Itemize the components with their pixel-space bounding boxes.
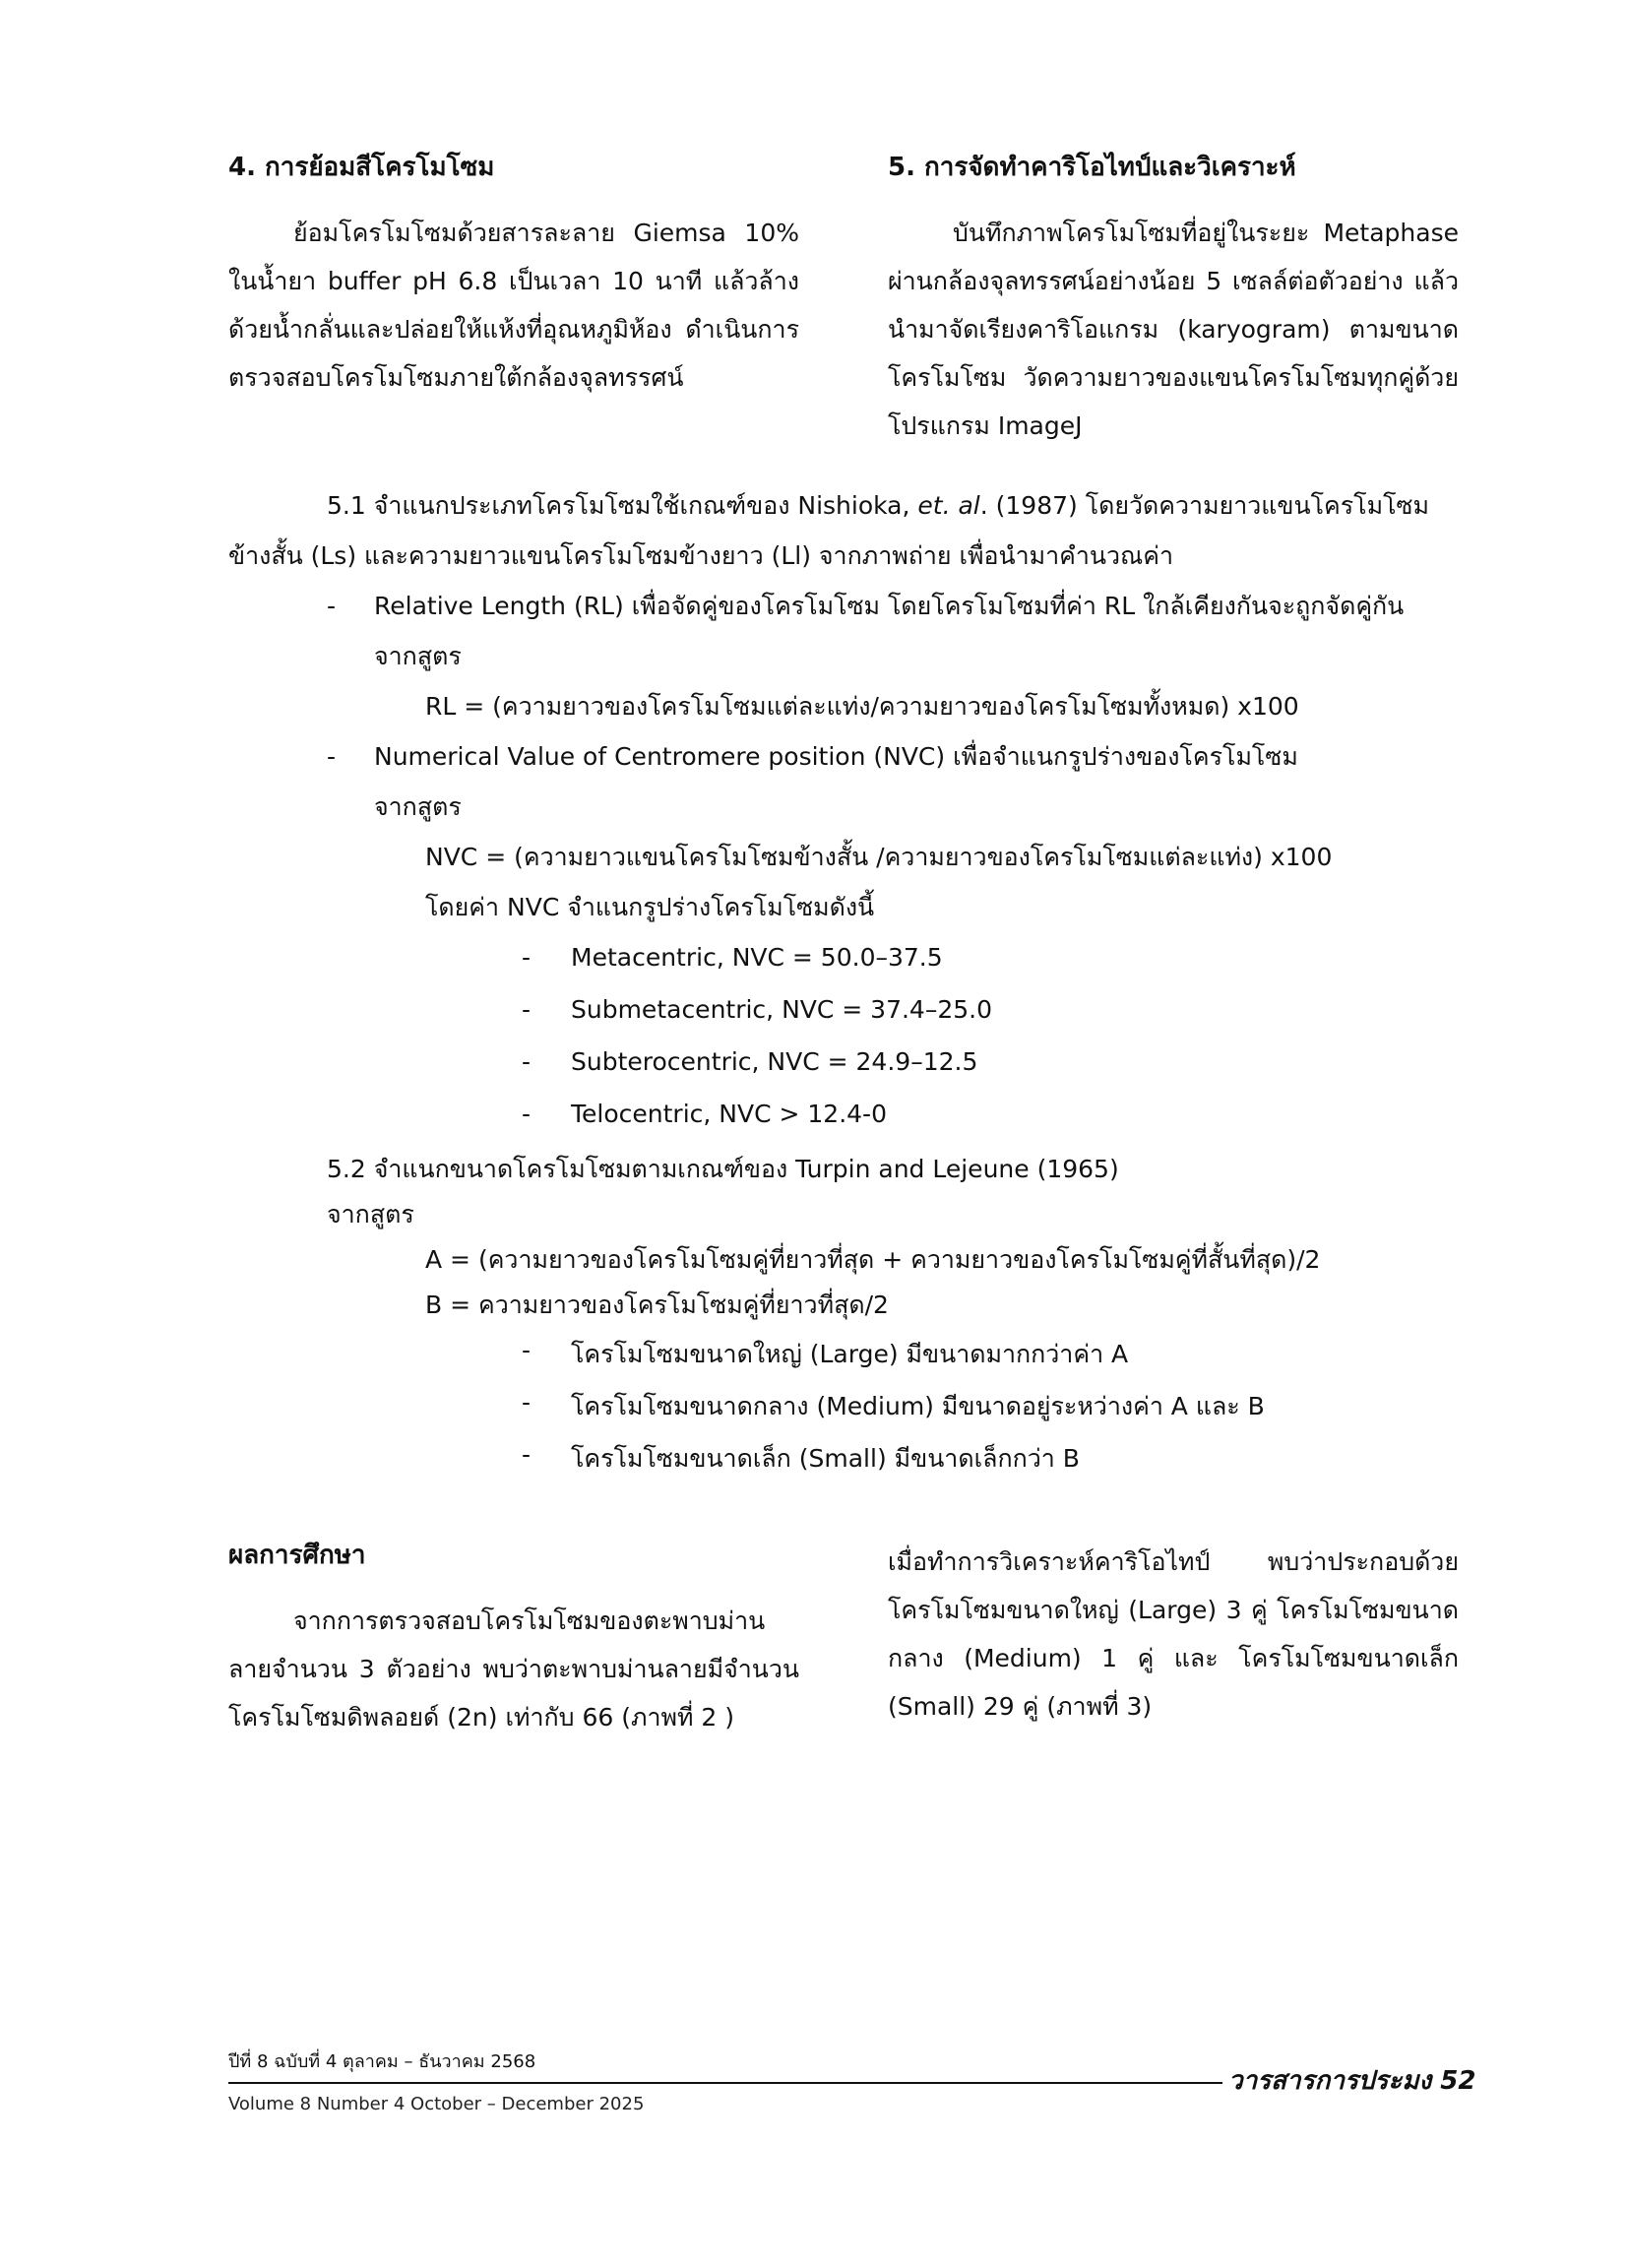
bullet-dash: - xyxy=(522,1336,532,1364)
results-right-text: เมื่อทำการวิเคราะห์คาริโอไทป์ พบว่าประกอบด้วยโครโมโซมขนาดใหญ่ (Large) 3 คู่ โครโมโซมขนาดกลาง (Medium) 1 คู่ และ โครโมโซมขนาดเล็ก (Small) 29 คู่ (ภาพที่ 3) xyxy=(888,1547,1459,1721)
subsection-5-2 xyxy=(327,1147,1469,1484)
nvc-item xyxy=(228,731,1469,832)
bullet-dash: - xyxy=(522,1100,532,1128)
bullet-dash: - xyxy=(522,1388,532,1417)
bullet-dash: - xyxy=(522,1440,532,1469)
type-item-text: Submetacentric, NVC = 37.4–25.0 xyxy=(571,995,993,1024)
nvc-item-text: Numerical Value of Centromere position (NVC) เพื่อจำแนกรูปร่างของโครโมโซม xyxy=(374,742,1298,771)
type-item xyxy=(228,1089,1469,1141)
type-item xyxy=(228,932,1469,984)
type-item-text: Metacentric, NVC = 50.0–37.5 xyxy=(571,943,943,972)
subsection-5-2-intro: 5.2 จำแนกขนาดโครโมโซมตามเกณฑ์ของ Turpin and Lejeune (1965) xyxy=(327,1155,1119,1183)
bullet-dash: - xyxy=(522,1047,532,1076)
section-5-heading: 5. การจัดทำคาริโอไทป์และวิเคราะห์ xyxy=(888,153,1296,182)
subsection-5-2-from: จากสูตร xyxy=(327,1200,414,1228)
size-item-text: โครโมโซมขนาดใหญ่ (Large) มีขนาดมากกว่าค่า A xyxy=(571,1340,1129,1368)
rl-formula: RL = (ความยาวของโครโมโซมแต่ละแท่ง/ความยาวของโครโมโซมทั้งหมด) x100 xyxy=(425,692,1299,721)
formula-b: B = ความยาวของโครโมโซมคู่ที่ยาวที่สุด/2 xyxy=(425,1291,889,1319)
subsection-5-1 xyxy=(228,480,1469,1141)
footer-issue-thai: ปีที่ 8 ฉบับที่ 4 ตุลาคม – ธันวาคม 2568 xyxy=(228,2051,536,2072)
nvc-from-label: จากสูตร xyxy=(374,792,462,821)
nvc-note: โดยค่า NVC จำแนกรูปร่างโครโมโซมดังนี้ xyxy=(425,893,875,921)
section-5-text: บันทึกภาพโครโมโซมที่อยู่ในระยะ Metaphase ผ่านกล้องจุลทรรศน์อย่างน้อย 5 เซลล์ต่อตัวอย่าง แล้วนำมาจัดเรียงคาริโอแกรม (karyogram) ตามขนาดโครโมโซม วัดความยาวของแขนโครโมโซมทุกคู่ด้วยโปรแกรม ImageJ xyxy=(888,219,1459,440)
size-item xyxy=(327,1328,1469,1380)
size-item xyxy=(327,1432,1469,1484)
intro-text-italic: et. al xyxy=(917,491,980,520)
bullet-dash: - xyxy=(522,943,532,972)
type-item-text: Subterocentric, NVC = 24.9–12.5 xyxy=(571,1047,978,1076)
nvc-formula: NVC = (ความยาวแขนโครโมโซมข้างสั้น /ความยาวของโครโมโซมแต่ละแท่ง) x100 xyxy=(425,843,1333,871)
rl-item xyxy=(228,581,1469,681)
results-heading: ผลการศึกษา xyxy=(228,1541,366,1570)
results-right xyxy=(888,1538,1459,1731)
type-item xyxy=(228,1037,1469,1089)
rl-item-text: Relative Length (RL) เพื่อจัดคู่ของโครโมโซม โดยโครโมโซมที่ค่า RL ใกล้เคียงกันจะถูกจัดคู่กัน xyxy=(374,592,1405,620)
footer-rule xyxy=(228,2082,1222,2084)
results-left-text: จากการตรวจสอบโครโมโซมของตะพาบม่านลายจำนวน 3 ตัวอย่าง พบว่าตะพาบม่านลายมีจำนวนโครโมโซมดิพลอยด์ (2n) เท่ากับ 66 (ภาพที่ 2 ) xyxy=(228,1606,799,1732)
bullet-dash: - xyxy=(327,742,337,771)
results-left xyxy=(228,1536,799,1741)
subsection-5-1-intro xyxy=(228,480,1469,581)
formula-a: A = (ความยาวของโครโมโซมคู่ที่ยาวที่สุด + ความยาวของโครโมโซมคู่ที่สั้นที่สุด)/2 xyxy=(425,1245,1321,1274)
section-4-heading: 4. การย้อมสีโครโมโซม xyxy=(228,153,495,182)
footer-journal-name: วารสารการประมง 52 xyxy=(1228,2066,1476,2096)
size-item xyxy=(327,1380,1469,1432)
intro-text-post: . (1987) โดยวัดความยาวแขนโครโมโซมข้างสั้น (Ls) และความยาวแขนโครโมโซมข้างยาว (Ll) จากภาพถ่าย เพื่อนำมาคำนวณค่า xyxy=(228,491,1429,570)
type-item-text: Telocentric, NVC > 12.4-0 xyxy=(571,1100,887,1128)
type-item xyxy=(228,984,1469,1037)
size-item-text: โครโมโซมขนาดเล็ก (Small) มีขนาดเล็กกว่า B xyxy=(571,1444,1080,1473)
bullet-dash: - xyxy=(522,995,532,1024)
section-5 xyxy=(888,148,1459,450)
size-item-text: โครโมโซมขนาดกลาง (Medium) มีขนาดอยู่ระหว่างค่า A และ B xyxy=(571,1392,1265,1420)
section-4-text: ย้อมโครโมโซมด้วยสารละลาย Giemsa 10% ในน้ำยา buffer pH 6.8 เป็นเวลา 10 นาที แล้วล้างด้วยน้ำกลั่นและปล่อยให้แห้งที่อุณหภูมิห้อง ดำเนินการตรวจสอบโครโมโซมภายใต้กล้องจุลทรรศน์ xyxy=(228,219,799,392)
footer-issue-english: Volume 8 Number 4 October – December 2025 xyxy=(228,2094,645,2114)
rl-from-label: จากสูตร xyxy=(374,642,462,670)
intro-text-pre: 5.1 จำแนกประเภทโครโมโซมใช้เกณฑ์ของ Nishioka, xyxy=(327,491,918,520)
bullet-dash: - xyxy=(327,592,337,620)
section-4 xyxy=(228,148,799,402)
